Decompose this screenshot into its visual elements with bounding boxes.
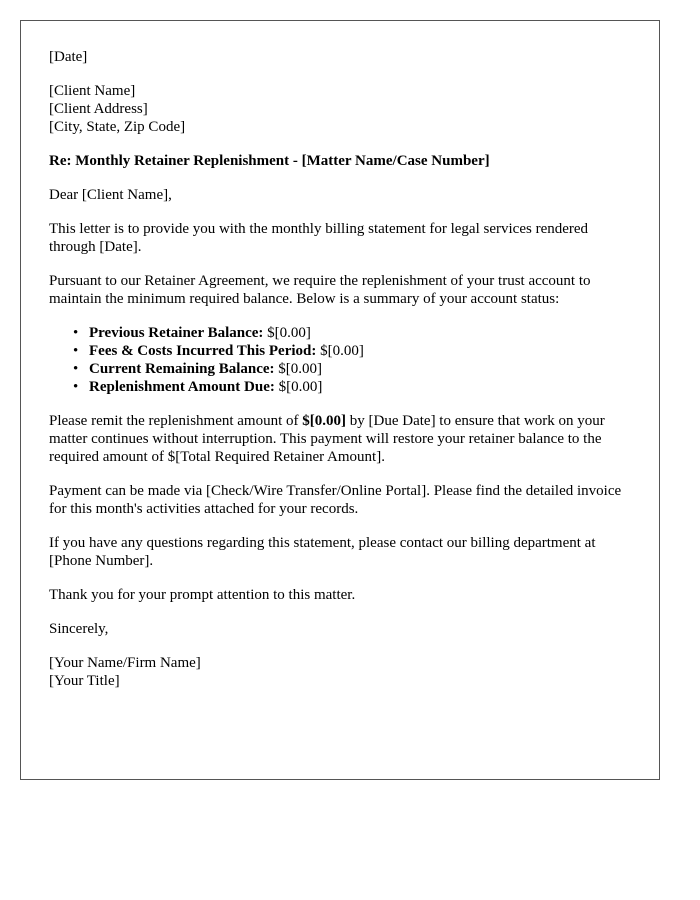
summary-value: $[0.00] (274, 379, 323, 395)
summary-value: $[0.00] (274, 361, 323, 377)
recipient-block (49, 82, 631, 136)
remit-text-before: Please remit the replenishment amount of (49, 413, 303, 429)
questions-paragraph: If you have any questions regarding this statement, please contact our billing department at [Phone Number]. (49, 535, 596, 569)
salutation: Dear [Client Name], (49, 187, 172, 203)
recipient-name: [Client Name] (49, 83, 136, 99)
summary-value: $[0.00] (263, 325, 311, 341)
remit-text-after: by [Due Date] to ensure that work on your matter continues without interruption. This payment will restore your retainer balance to the required amount of $[Total Required Retainer Amount]. (49, 413, 605, 465)
summary-label: Current Remaining Balance: (89, 361, 275, 377)
intro-paragraph: This letter is to provide you with the monthly billing statement for legal services rendered through [Date]. (49, 221, 589, 255)
summary-item-fees-costs (73, 342, 631, 360)
summary-item-current-balance (73, 360, 631, 378)
recipient-address: [Client Address] (49, 101, 148, 117)
summary-item-amount-due (73, 378, 631, 396)
subject-line: Re: Monthly Retainer Replenishment - [Matter Name/Case Number] (49, 153, 490, 169)
summary-label: Replenishment Amount Due: (89, 379, 275, 395)
bullet-icon: • (73, 361, 79, 377)
summary-label: Fees & Costs Incurred This Period: (89, 343, 317, 359)
thanks-paragraph: Thank you for your prompt attention to this matter. (49, 587, 356, 603)
signature-block (49, 654, 631, 690)
letter-date: [Date] (49, 49, 88, 65)
remit-paragraph (49, 412, 631, 466)
remit-amount: $[0.00] (302, 413, 347, 429)
summary-item-previous-balance (73, 324, 631, 342)
summary-label: Previous Retainer Balance: (89, 325, 264, 341)
account-summary-list (49, 324, 631, 396)
recipient-city-state-zip: [City, State, Zip Code] (49, 119, 186, 135)
closing: Sincerely, (49, 621, 109, 637)
bullet-icon: • (73, 325, 79, 341)
signature-name: [Your Name/Firm Name] (49, 655, 201, 671)
payment-paragraph: Payment can be made via [Check/Wire Transfer/Online Portal]. Please find the detailed invoice for this month's activities attached for your records. (49, 483, 622, 517)
bullet-icon: • (73, 379, 79, 395)
signature-title: [Your Title] (49, 673, 120, 689)
letter-page (20, 20, 660, 780)
bullet-icon: • (73, 343, 79, 359)
summary-value: $[0.00] (316, 343, 364, 359)
agreement-paragraph: Pursuant to our Retainer Agreement, we require the replenishment of your trust account to maintain the minimum required balance. Below is a summary of your account status: (49, 273, 591, 307)
